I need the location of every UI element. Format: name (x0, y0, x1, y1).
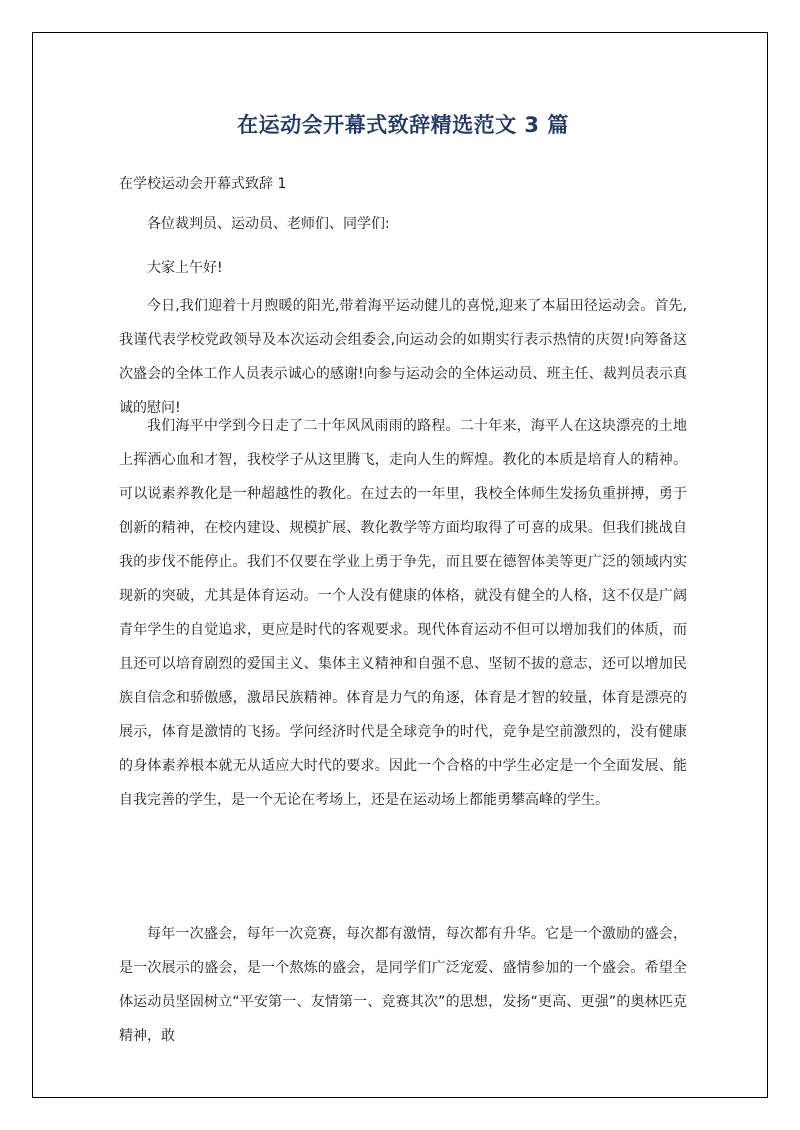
paragraph-school-history: 我们海平中学到今日走了二十年风风雨雨的路程。二十年来，海平人在这块漂亮的土地上挥洒心血和才智，我校学子从这里腾飞，走向人生的辉煌。教化的本质是培育人的精神。可以说素养教化是一种超越性的教化。在过去的一年里，我校全体师生发扬负重拼搏，勇于创新的精神，在校内建设、规模扩展、教化教学等方面均取得了可喜的成果。但我们挑战自我的步伐不能停止。我们不仅要在学业上勇于争先，而且要在德智体美等更广泛的领域内实现新的突破，尤其是体育运动。一个人没有健康的体格，就没有健全的人格，这不仅是广阔青年学生的自觉追求，更应是时代的客观要求。现代体育运动不但可以增加我们的体质，而且还可以培育剧烈的爱国主义、集体主义精神和自强不息、坚韧不拔的意志，还可以增加民族自信念和骄傲感，激昂民族精神。体育是力气的角逐，体育是才智的较量，体育是漂亮的展示，体育是激情的飞扬。学问经济时代是全球竞争的时代，竞争是空前激烈的，没有健康的身体素养根本就无从适应大时代的要求。因此一个合格的中学生必定是一个全面发展、能自我完善的学生，是一个无论在考场上，还是在运动场上都能勇攀高峰的学生。 (119, 418, 687, 808)
paragraph-annual-event: 每年一次盛会，每年一次竞赛，每次都有激情，每次都有升华。它是一个激励的盛会，是一次展示的盛会，是一个熬炼的盛会，是同学们广泛宠爱、盛情参加的一个盛会。希望全体运动员坚固树立“平安第一、友情第一、竞赛其次”的思想，发扬“更高、更强”的奥林匹克精神，敢 (119, 926, 687, 1044)
paragraph-opening: 今日,我们迎着十月煦暖的阳光,带着海平运动健儿的喜悦,迎来了本届田径运动会。首先,我谨代表学校党政领导及本次运动会组委会,向运动会的如期实行表示热情的庆贺!向筹备这次盛会的全体工作人员表示诚心的感谢!向参与运动会的全体运动员、班主任、裁判员表示真诚的慰问! (119, 298, 687, 416)
paragraph-salutation: 各位裁判员、运动员、老师们、同学们: (147, 216, 390, 232)
document-title: 在运动会开幕式致辞精选范文 3 篇 (237, 113, 569, 137)
document-page (32, 32, 768, 1098)
paragraph-greeting: 大家上午好! (147, 260, 223, 276)
section-heading: 在学校运动会开幕式致辞 1 (119, 176, 287, 192)
